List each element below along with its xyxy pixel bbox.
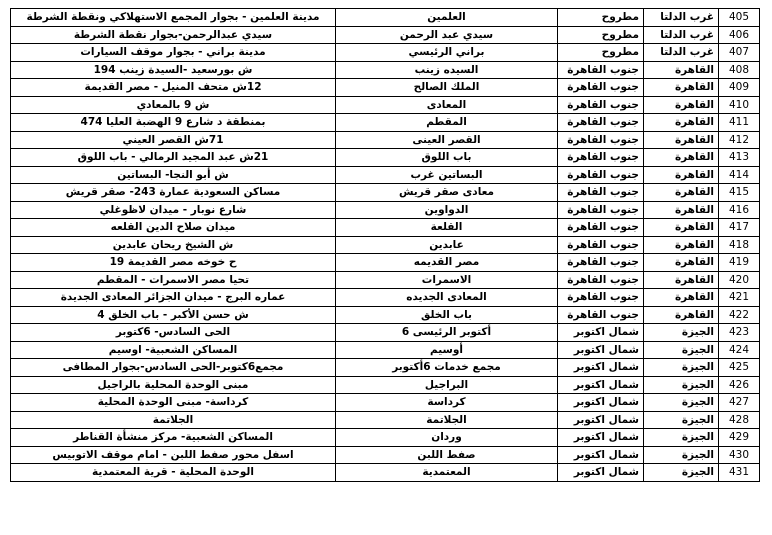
governorate-cell: الجيزة: [644, 359, 719, 377]
row-number-cell: 428: [719, 411, 760, 429]
table-row: [11, 271, 760, 289]
area-cell: القلعة: [336, 219, 558, 237]
region-cell: شمال اكتوبر: [558, 341, 644, 359]
row-number-cell: 419: [719, 254, 760, 272]
region-cell: مطروح: [558, 26, 644, 44]
area-cell: العلمين: [336, 9, 558, 27]
table-row: [11, 44, 760, 62]
address-cell: تحيا مصر الاسمرات - المقطم: [11, 271, 336, 289]
address-cell: المساكن الشعبية- اوسيم: [11, 341, 336, 359]
table-row: [11, 446, 760, 464]
region-cell: جنوب القاهرة: [558, 271, 644, 289]
address-cell: 12ش متحف المنيل - مصر القديمة: [11, 79, 336, 97]
area-cell: معادى صقر قريش: [336, 184, 558, 202]
area-cell: الاسمرات: [336, 271, 558, 289]
table-row: [11, 26, 760, 44]
region-cell: جنوب القاهرة: [558, 201, 644, 219]
row-number-cell: 406: [719, 26, 760, 44]
address-cell: ح خوخه مصر القديمة 19: [11, 254, 336, 272]
governorate-cell: غرب الدلتا: [644, 44, 719, 62]
region-cell: جنوب القاهرة: [558, 254, 644, 272]
table-row: [11, 9, 760, 27]
area-cell: أكتوبر الرئيسى 6: [336, 324, 558, 342]
area-cell: المقطم: [336, 114, 558, 132]
row-number-cell: 408: [719, 61, 760, 79]
governorate-cell: الجيزة: [644, 464, 719, 482]
region-cell: شمال اكتوبر: [558, 376, 644, 394]
row-number-cell: 430: [719, 446, 760, 464]
area-cell: باب الخلق: [336, 306, 558, 324]
governorate-cell: الجيزة: [644, 394, 719, 412]
area-cell: أوسيم: [336, 341, 558, 359]
row-number-cell: 405: [719, 9, 760, 27]
region-cell: جنوب القاهرة: [558, 306, 644, 324]
address-cell: بمنطقة د شارع 9 الهضبة العليا 474: [11, 114, 336, 132]
area-cell: السيده زينب: [336, 61, 558, 79]
address-cell: شارع نوبار - ميدان لاظوغلي: [11, 201, 336, 219]
table-row: [11, 166, 760, 184]
table-row: [11, 184, 760, 202]
area-cell: براني الرئيسي: [336, 44, 558, 62]
table-row: [11, 131, 760, 149]
table-row: [11, 61, 760, 79]
table-row: [11, 376, 760, 394]
table-row: [11, 201, 760, 219]
address-cell: ميدان صلاح الدين القلعه: [11, 219, 336, 237]
region-cell: شمال اكتوبر: [558, 394, 644, 412]
address-cell: الحى السادس- 6كتوبر: [11, 324, 336, 342]
area-cell: عابدين: [336, 236, 558, 254]
row-number-cell: 414: [719, 166, 760, 184]
row-number-cell: 410: [719, 96, 760, 114]
row-number-cell: 416: [719, 201, 760, 219]
region-cell: جنوب القاهرة: [558, 149, 644, 167]
region-cell: جنوب القاهرة: [558, 61, 644, 79]
region-cell: شمال اكتوبر: [558, 429, 644, 447]
table-row: [11, 324, 760, 342]
governorate-cell: الجيزة: [644, 429, 719, 447]
governorate-cell: القاهرة: [644, 79, 719, 97]
area-cell: الدواوين: [336, 201, 558, 219]
table-row: [11, 359, 760, 377]
governorate-cell: القاهرة: [644, 236, 719, 254]
region-cell: جنوب القاهرة: [558, 114, 644, 132]
area-cell: البساتين غرب: [336, 166, 558, 184]
address-cell: ش 9 بالمعادي: [11, 96, 336, 114]
row-number-cell: 431: [719, 464, 760, 482]
region-cell: شمال اكتوبر: [558, 359, 644, 377]
table-row: [11, 411, 760, 429]
area-cell: وردان: [336, 429, 558, 447]
area-cell: سيدي عبد الرحمن: [336, 26, 558, 44]
row-number-cell: 411: [719, 114, 760, 132]
region-cell: جنوب القاهرة: [558, 166, 644, 184]
table-row: [11, 341, 760, 359]
row-number-cell: 417: [719, 219, 760, 237]
governorate-cell: القاهرة: [644, 114, 719, 132]
governorate-cell: القاهرة: [644, 184, 719, 202]
row-number-cell: 422: [719, 306, 760, 324]
row-number-cell: 407: [719, 44, 760, 62]
address-cell: مدينة براني - بجوار موقف السيارات: [11, 44, 336, 62]
governorate-cell: القاهرة: [644, 166, 719, 184]
table-row: [11, 114, 760, 132]
row-number-cell: 420: [719, 271, 760, 289]
address-cell: الوحدة المحلية - قرية المعتمدية: [11, 464, 336, 482]
row-number-cell: 413: [719, 149, 760, 167]
row-number-cell: 425: [719, 359, 760, 377]
row-number-cell: 409: [719, 79, 760, 97]
area-cell: الملك الصالح: [336, 79, 558, 97]
offices-table: [10, 8, 760, 482]
address-cell: ش الشيخ ريحان عابدين: [11, 236, 336, 254]
table-row: [11, 79, 760, 97]
table-row: [11, 429, 760, 447]
governorate-cell: الجيزة: [644, 446, 719, 464]
address-cell: 71ش القصر العيني: [11, 131, 336, 149]
governorate-cell: القاهرة: [644, 61, 719, 79]
address-cell: كرداسة- مبنى الوحدة المحلية: [11, 394, 336, 412]
row-number-cell: 423: [719, 324, 760, 342]
governorate-cell: القاهرة: [644, 254, 719, 272]
row-number-cell: 412: [719, 131, 760, 149]
table-row: [11, 96, 760, 114]
area-cell: البراجيل: [336, 376, 558, 394]
table-row: [11, 236, 760, 254]
area-cell: القصر العينى: [336, 131, 558, 149]
address-cell: اسفل محور صفط اللبن - امام موقف الاتوبيس: [11, 446, 336, 464]
row-number-cell: 421: [719, 289, 760, 307]
region-cell: شمال اكتوبر: [558, 324, 644, 342]
region-cell: مطروح: [558, 44, 644, 62]
address-cell: سيدي عبدالرحمن-بجوار نقطة الشرطة: [11, 26, 336, 44]
governorate-cell: الجيزة: [644, 324, 719, 342]
address-cell: الجلاتمة: [11, 411, 336, 429]
region-cell: شمال اكتوبر: [558, 464, 644, 482]
region-cell: جنوب القاهرة: [558, 131, 644, 149]
governorate-cell: القاهرة: [644, 149, 719, 167]
governorate-cell: القاهرة: [644, 289, 719, 307]
address-cell: ش بورسعيد -السيدة زينب 194: [11, 61, 336, 79]
governorate-cell: غرب الدلتا: [644, 26, 719, 44]
area-cell: مجمع خدمات 6أكتوبر: [336, 359, 558, 377]
address-cell: مجمع6كتوبر-الحى السادس-بجوار المطافى: [11, 359, 336, 377]
region-cell: جنوب القاهرة: [558, 79, 644, 97]
table-row: [11, 306, 760, 324]
address-cell: مدينة العلمين - بجوار المجمع الاستهلاكي ونقطة الشرطة: [11, 9, 336, 27]
governorate-cell: الجيزة: [644, 411, 719, 429]
region-cell: جنوب القاهرة: [558, 236, 644, 254]
governorate-cell: القاهرة: [644, 306, 719, 324]
governorate-cell: القاهرة: [644, 219, 719, 237]
table-row: [11, 464, 760, 482]
region-cell: جنوب القاهرة: [558, 289, 644, 307]
area-cell: الجلاتمة: [336, 411, 558, 429]
row-number-cell: 424: [719, 341, 760, 359]
region-cell: جنوب القاهرة: [558, 219, 644, 237]
address-cell: مساكن السعودية عمارة 243- صقر قريش: [11, 184, 336, 202]
row-number-cell: 418: [719, 236, 760, 254]
address-cell: 21ش عبد المجيد الرمالي - باب اللوق: [11, 149, 336, 167]
address-cell: عماره البرج - ميدان الجزائر المعادى الجديدة: [11, 289, 336, 307]
address-cell: مبنى الوحدة المحلية بالراجيل: [11, 376, 336, 394]
table-row: [11, 289, 760, 307]
area-cell: باب اللوق: [336, 149, 558, 167]
area-cell: صفط اللبن: [336, 446, 558, 464]
governorate-cell: غرب الدلتا: [644, 9, 719, 27]
row-number-cell: 426: [719, 376, 760, 394]
governorate-cell: القاهرة: [644, 201, 719, 219]
address-cell: ش أبو النجا- البساتين: [11, 166, 336, 184]
table-row: [11, 394, 760, 412]
area-cell: المعادى: [336, 96, 558, 114]
governorate-cell: القاهرة: [644, 131, 719, 149]
governorate-cell: الجيزة: [644, 376, 719, 394]
region-cell: شمال اكتوبر: [558, 411, 644, 429]
region-cell: جنوب القاهرة: [558, 96, 644, 114]
area-cell: مصر القديمه: [336, 254, 558, 272]
table-row: [11, 219, 760, 237]
table-row: [11, 149, 760, 167]
governorate-cell: القاهرة: [644, 96, 719, 114]
governorate-cell: الجيزة: [644, 341, 719, 359]
region-cell: شمال اكتوبر: [558, 446, 644, 464]
row-number-cell: 415: [719, 184, 760, 202]
address-cell: ش حسن الأكبر - باب الخلق 4: [11, 306, 336, 324]
area-cell: كرداسة: [336, 394, 558, 412]
area-cell: المعتمدية: [336, 464, 558, 482]
table-row: [11, 254, 760, 272]
row-number-cell: 427: [719, 394, 760, 412]
region-cell: جنوب القاهرة: [558, 184, 644, 202]
area-cell: المعادى الجديده: [336, 289, 558, 307]
address-cell: المساكن الشعبية- مركز منشأة القناطر: [11, 429, 336, 447]
governorate-cell: القاهرة: [644, 271, 719, 289]
region-cell: مطروح: [558, 9, 644, 27]
row-number-cell: 429: [719, 429, 760, 447]
